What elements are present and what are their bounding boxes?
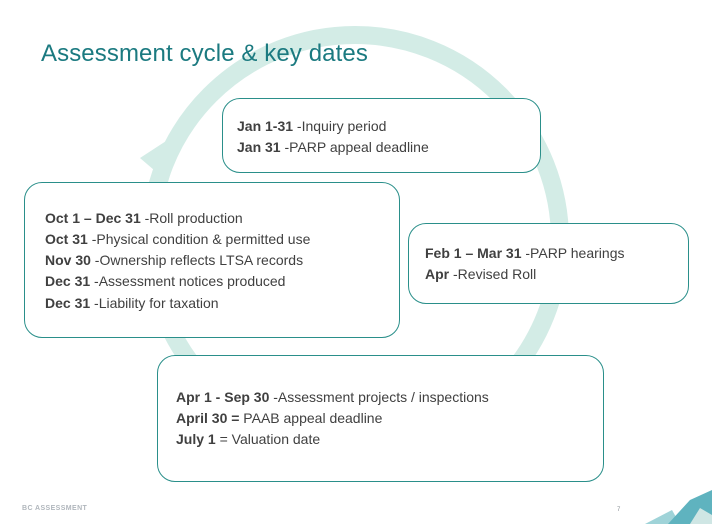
box-inquiry-period — [222, 98, 541, 173]
box-line — [45, 272, 285, 290]
box-roll-production — [24, 182, 400, 338]
date-label: Apr 1 - Sep 30 — [176, 389, 270, 405]
date-label: Dec 31 — [45, 295, 91, 311]
box-line — [45, 294, 219, 312]
event-text: -Roll production — [140, 210, 243, 226]
box-line — [176, 430, 320, 448]
event-text: PAAB appeal deadline — [239, 410, 383, 426]
event-text: -PARP hearings — [521, 245, 625, 261]
event-text: -PARP appeal deadline — [280, 139, 429, 155]
date-label: Feb 1 – Mar 31 — [425, 245, 522, 261]
event-text: -Assessment notices produced — [90, 273, 286, 289]
box-line — [45, 251, 303, 269]
event-text: -Assessment projects / inspections — [269, 389, 489, 405]
date-label: Apr — [425, 266, 450, 282]
slide-title: Assessment cycle & key dates — [41, 40, 368, 67]
box-line — [237, 117, 386, 135]
date-label: Oct 31 — [45, 231, 88, 247]
date-label: April 30 = — [176, 410, 240, 426]
event-text: -Liability for taxation — [90, 295, 219, 311]
page-number: 7 — [617, 507, 621, 513]
event-text: -Physical condition & permitted use — [87, 231, 311, 247]
event-text: -Revised Roll — [449, 266, 537, 282]
box-valuation — [157, 355, 604, 482]
date-label: Nov 30 — [45, 252, 91, 268]
box-line — [425, 265, 536, 283]
event-text: = Valuation date — [215, 431, 321, 447]
event-text: -Inquiry period — [293, 118, 387, 134]
date-label: Jan 1-31 — [237, 118, 294, 134]
box-parp-hearings — [408, 223, 689, 304]
date-label: Dec 31 — [45, 273, 91, 289]
date-label: Jan 31 — [237, 139, 281, 155]
date-label: July 1 — [176, 431, 216, 447]
box-line — [425, 244, 624, 262]
box-line — [237, 138, 429, 156]
date-label: Oct 1 – Dec 31 — [45, 210, 141, 226]
box-line — [176, 388, 489, 406]
footer-brand: BC ASSESSMENT — [22, 505, 88, 512]
box-line — [45, 230, 310, 248]
box-line — [45, 209, 243, 227]
box-line — [176, 409, 382, 427]
event-text: -Ownership reflects LTSA records — [90, 252, 304, 268]
